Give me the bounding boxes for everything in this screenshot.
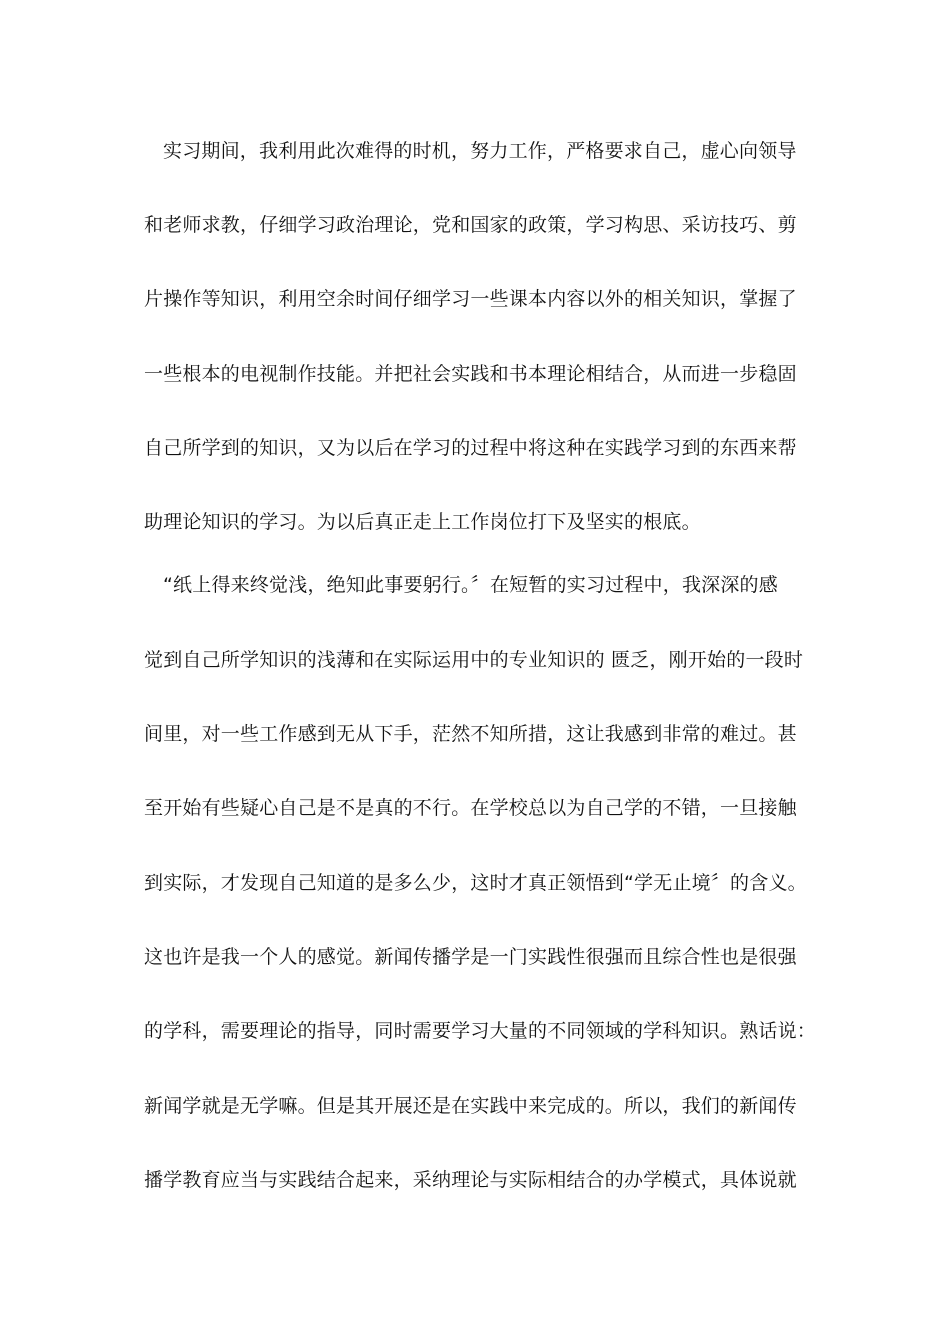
text-line: 觉到自己所学知识的浅薄和在实际运用中的专业知识的 匮乏，刚开始的一段时 [144,649,804,671]
text-line: 到实际，才发现自己知道的是多么少，这时才真正领悟到“学无止境〞的含义。 [144,872,807,894]
text-line: 间里，对一些工作感到无从下手，茫然不知所措，这让我感到非常的难过。甚 [144,723,797,745]
text-line: 新闻学就是无学嘛。但是其开展还是在实践中来完成的。所以，我们的新闻传 [144,1095,797,1117]
text-line: 这也许是我一个人的感觉。新闻传播学是一门实践性很强而且综合性也是很强 [144,946,797,968]
text-line: 和老师求教，仔细学习政治理论，党和国家的政策，学习构思、采访技巧、剪 [144,214,797,236]
text-line: 的学科，需要理论的指导，同时需要学习大量的不同领域的学科知识。熟话说： [144,1020,817,1042]
text-line: 实习期间，我利用此次难得的时机，努力工作，严格要求自己，虚心向领导 [163,140,797,162]
text-line: 自己所学到的知识，又为以后在学习的过程中将这种在实践学习到的东西来帮 [144,437,797,459]
text-line: 助理论知识的学习。为以后真正走上工作岗位打下及坚实的根底。 [144,511,701,533]
text-line: 一些根本的电视制作技能。并把社会实践和书本理论相结合，从而进一步稳固 [144,363,797,385]
text-line: “纸上得来终觉浅，绝知此事要躬行。〞在短暂的实习过程中，我深深的感 [163,574,778,596]
text-line: 播学教育应当与实践结合起来，采纳理论与实际相结合的办学模式，具体说就 [144,1169,797,1191]
text-line: 片操作等知识，利用空余时间仔细学习一些课本内容以外的相关知识，掌握了 [144,288,797,310]
text-line: 至开始有些疑心自己是不是真的不行。在学校总以为自己学的不错，一旦接触 [144,797,797,819]
